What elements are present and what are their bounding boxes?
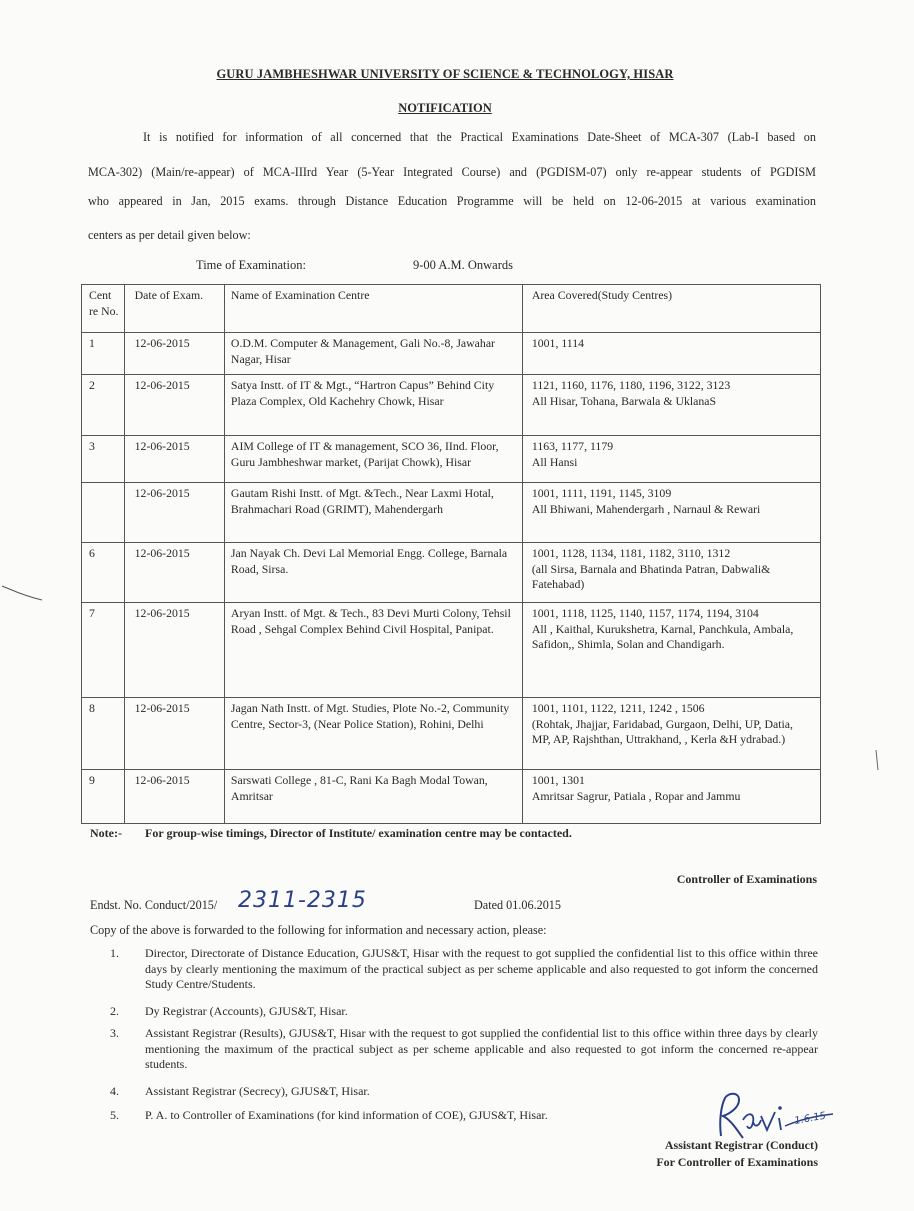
area-places: All Hisar, Tohana, Barwala & UklanaS [531,393,717,408]
copy-forwarded-text: Copy of the above is forwarded to the following for information and necessary action, please: [90,923,547,937]
area-codes: 1001, 1128, 1134, 1181, 1182, 3110, 1312 [531,546,731,560]
table-row [82,603,821,698]
list-number: 1. [110,946,119,960]
area-places: All , Kaithal, Kurukshetra, Karnal, Panchkula, Ambala, Safidon,, Shimla, Solan and Chandigarh. [531,621,794,651]
intro-line-2: MCA-302) (Main/re-appear) of MCA-IIIrd Year (5-Year Integrated Course) and (PGDISM-07) only re-appear students of PGDISM [88,165,816,179]
area-codes: 1001, 1111, 1191, 1145, 3109 [531,486,672,500]
area-covered [522,698,820,770]
area-covered [522,436,820,483]
centre-name: Jan Nayak Ch. Devi Lal Memorial Engg. College, Barnala Road, Sirsa. [224,543,522,603]
intro-line-3: who appeared in Jan, 2015 exams. through Distance Education Programme will be held on 12-06-2015 at various examination [88,194,816,208]
area-covered [522,543,820,603]
centre-name: Sarswati College , 81-C, Rani Ka Bagh Modal Towan, Amritsar [224,770,522,824]
area-codes: 1121, 1160, 1176, 1180, 1196, 3122, 3123 [531,378,731,392]
list-number: 3. [110,1026,119,1040]
centre-no [82,483,125,543]
area-covered [522,375,820,436]
table-row [82,770,821,824]
endorsement-number: 2311-2315 [238,888,367,913]
signatory-title: Assistant Registrar (Conduct) [664,1138,818,1152]
table-row [82,483,821,543]
list-number: 4. [110,1084,119,1098]
table-row [82,375,821,436]
list-text: Director, Directorate of Distance Education, GJUS&T, Hisar with the request to got supplied the confidential list to this office within three days by clearly mentioning the maximum of the practical subject as per scheme applicable and also requested to got inform the concerned Study Centre/Students. [145,946,818,991]
scan-mark-icon [872,748,882,778]
list-text: Assistant Registrar (Results), GJUS&T, Hisar with the request to got supplied the confidential list to this office within three days by clearly mentioning the maximum of the practical subject as per scheme applicable and also requested to got inform the concerned re-appear students. [145,1026,818,1071]
centre-name: AIM College of IT & management, SCO 36, IInd. Floor, Guru Jambheshwar market, (Parijat Chowk), Hisar [224,436,522,483]
exam-date: 12-06-2015 [124,483,224,543]
centre-no: 6 [82,543,125,603]
exam-date: 12-06-2015 [124,698,224,770]
signature-icon [703,1086,843,1146]
header-centre-name: Name of Examination Centre [224,285,522,333]
area-covered [522,603,820,698]
university-title: GURU JAMBHESHWAR UNIVERSITY OF SCIENCE & TECHNOLOGY, HISAR [216,67,674,81]
list-number: 2. [110,1004,119,1018]
exam-date: 12-06-2015 [124,543,224,603]
scan-mark-icon [0,578,50,608]
centre-name: Gautam Rishi Instt. of Mgt. &Tech., Near Laxmi Hotal, Brahmachari Road (GRIMT), Mahendergarh [224,483,522,543]
area-codes: 1001, 1101, 1122, 1211, 1242 , 1506 [531,701,705,715]
header-area: Area Covered(Study Centres) [522,285,820,333]
exam-centres-table [81,284,821,824]
endorsement-prefix: Endst. No. Conduct/2015/ [90,898,218,912]
centre-no: 1 [82,333,125,375]
header-date: Date of Exam. [124,285,224,333]
centre-name: Jagan Nath Instt. of Mgt. Studies, Plote No.-2, Community Centre, Sector-3, (Near Police Station), Rohini, Delhi [224,698,522,770]
table-row [82,543,821,603]
centre-no: 3 [82,436,125,483]
area-covered [522,770,820,824]
area-codes: 1001, 1114 [531,336,585,350]
list-item [110,1026,818,1073]
list-text: Dy Registrar (Accounts), GJUS&T, Hisar. [145,1004,348,1018]
note-label: Note:- [90,826,122,840]
table-row [82,698,821,770]
header-centre-no: Cent re No. [82,285,125,333]
area-places: (Rohtak, Jhajjar, Faridabad, Gurgaon, Delhi, UP, Datia, MP, AP, Rajshthan, Uttrakhand, , Kerla &H ydrabad.) [531,716,793,746]
controller-title: Controller of Examinations [676,872,817,886]
exam-date: 12-06-2015 [124,436,224,483]
centre-name: Aryan Instt. of Mgt. & Tech., 83 Devi Murti Colony, Tehsil Road , Sehgal Complex Behind Civil Hospital, Panipat. [224,603,522,698]
intro-line-1: It is notified for information of all concerned that the Practical Examinations Date-Sheet of MCA-307 (Lab-I based on [143,130,816,144]
centre-name: Satya Instt. of IT & Mgt., “Hartron Capus” Behind City Plaza Complex, Old Kachehry Chowk, Hisar [224,375,522,436]
table-header-row [82,285,821,333]
time-label: Time of Examination: [196,258,306,272]
note-text: For group-wise timings, Director of Institute/ examination centre may be contacted. [145,826,572,840]
centre-no: 9 [82,770,125,824]
centre-no: 2 [82,375,125,436]
list-text: P. A. to Controller of Examinations (for kind information of COE), GJUS&T, Hisar. [145,1108,548,1122]
table-row [82,436,821,483]
exam-date: 12-06-2015 [124,375,224,436]
notification-heading: NOTIFICATION [398,101,492,115]
area-covered [522,333,820,375]
list-text: Assistant Registrar (Secrecy), GJUS&T, Hisar. [145,1084,370,1098]
exam-date: 12-06-2015 [124,603,224,698]
centre-no: 7 [82,603,125,698]
area-places: (all Sirsa, Barnala and Bhatinda Patran, Dabwali& Fatehabad) [531,561,771,591]
svg-text:1.6.15: 1.6.15 [793,1110,827,1127]
area-places: All Bhiwani, Mahendergarh , Narnaul & Rewari [531,501,761,516]
exam-date: 12-06-2015 [124,333,224,375]
exam-date: 12-06-2015 [124,770,224,824]
centre-name: O.D.M. Computer & Management, Gali No.-8, Jawahar Nagar, Hisar [224,333,522,375]
signatory-subtitle: For Controller of Examinations [656,1155,818,1169]
list-number: 5. [110,1108,119,1122]
centre-no: 8 [82,698,125,770]
area-codes: 1001, 1301 [531,773,585,787]
area-places: Amritsar Sagrur, Patiala , Ropar and Jammu [531,788,741,803]
area-places: All Hansi [531,454,578,469]
table-row [82,333,821,375]
intro-line-4: centers as per detail given below: [88,228,251,242]
area-covered [522,483,820,543]
area-codes: 1163, 1177, 1179 [531,439,614,453]
list-item [110,946,818,993]
time-value: 9-00 A.M. Onwards [413,258,513,272]
note [90,826,572,841]
area-codes: 1001, 1118, 1125, 1140, 1157, 1174, 1194, 3104 [531,606,759,620]
list-item [110,1004,818,1020]
endorsement-date: Dated 01.06.2015 [474,898,561,912]
